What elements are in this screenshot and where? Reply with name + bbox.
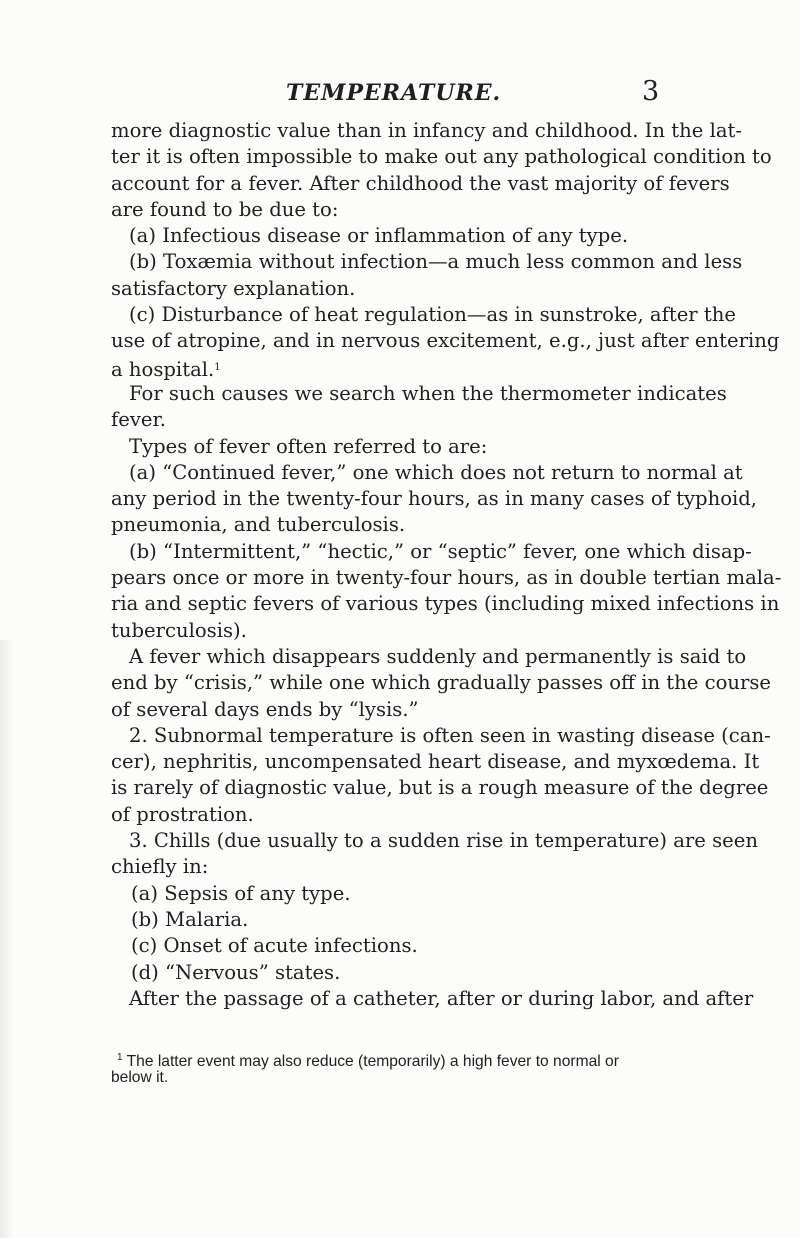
text-line: chiefly in: (111, 855, 209, 879)
list-item-b: (b) Toxæmia without infection—a much less common and less (129, 250, 743, 274)
list-item-a: (a) “Continued fever,” one which does not return to normal at (129, 460, 743, 484)
list-item-a: (a) Sepsis of any type. (131, 881, 351, 905)
text-line: ter it is often impossible to make out any pathological condition to (111, 145, 772, 169)
text-line: After the passage of a catheter, after or during labor, and after (129, 986, 754, 1010)
text-line: satisfactory explanation. (111, 276, 356, 300)
body-text (111, 118, 782, 1012)
text-line: A fever which disappears suddenly and permanently is said to (129, 644, 747, 668)
list-item-c: (c) Disturbance of heat regulation—as in sunstroke, after the (129, 303, 736, 327)
text-line: more diagnostic value than in infancy and childhood. In the lat- (111, 119, 743, 142)
footnote-line (111, 1048, 693, 1068)
footnote (111, 1048, 693, 1088)
text-line: account for a fever. After childhood the vast majority of fevers (111, 171, 730, 195)
footnote-marker: 1 (117, 1052, 123, 1063)
footnote-text: The latter event may also reduce (temporarily) a high fever to normal or (126, 1053, 619, 1070)
section-subnormal-temperature: 2. Subnormal temperature is often seen in wasting disease (can- (129, 723, 771, 747)
list-item-a: (a) Infectious disease or inflammation of any type. (129, 224, 629, 248)
footnote-ref: 1 (214, 361, 221, 373)
text-fragment: a hospital. (111, 357, 215, 381)
text-line: are found to be due to: (111, 197, 339, 221)
text-line: any period in the twenty-four hours, as in many cases of typhoid, (111, 487, 758, 511)
list-item-d: (d) “Nervous” states. (131, 960, 341, 984)
text-line: ria and septic fevers of various types (including mixed infections in (111, 592, 780, 616)
running-head: TEMPERATURE. (286, 80, 502, 106)
text-line: pears once or more in twenty-four hours, as in double tertian mala- (111, 566, 782, 590)
list-item-b: (b) Malaria. (131, 907, 249, 931)
text-line (111, 355, 693, 381)
list-item-c: (c) Onset of acute infections. (131, 934, 418, 958)
page-header (0, 76, 800, 114)
text-line: cer), nephritis, uncompensated heart disease, and myxœdema. It (111, 750, 760, 774)
text-line: fever. (111, 408, 166, 432)
footnote-line: below it. (111, 1069, 169, 1086)
section-chills: 3. Chills (due usually to a sudden rise in temperature) are seen (129, 829, 758, 853)
scan-shadow (0, 640, 14, 1238)
text-line: pneumonia, and tuberculosis. (111, 513, 406, 537)
text-line: of several days ends by “lysis.” (111, 697, 419, 721)
text-line: For such causes we search when the thermometer indicates (129, 381, 727, 405)
text-line: of prostration. (111, 802, 254, 826)
text-line: is rarely of diagnostic value, but is a rough measure of the degree (111, 776, 769, 800)
text-line: tuberculosis). (111, 618, 247, 642)
section-heading-types-of-fever: Types of fever often referred to are: (129, 434, 488, 458)
list-item-b: (b) “Intermittent,” “hectic,” or “septic” fever, one which disap- (129, 539, 752, 563)
text-line: end by “crisis,” while one which gradually passes off in the course (111, 671, 772, 695)
page-number: 3 (642, 76, 660, 107)
text-line: use of atropine, and in nervous excitement, e.g., just after entering (111, 329, 780, 353)
